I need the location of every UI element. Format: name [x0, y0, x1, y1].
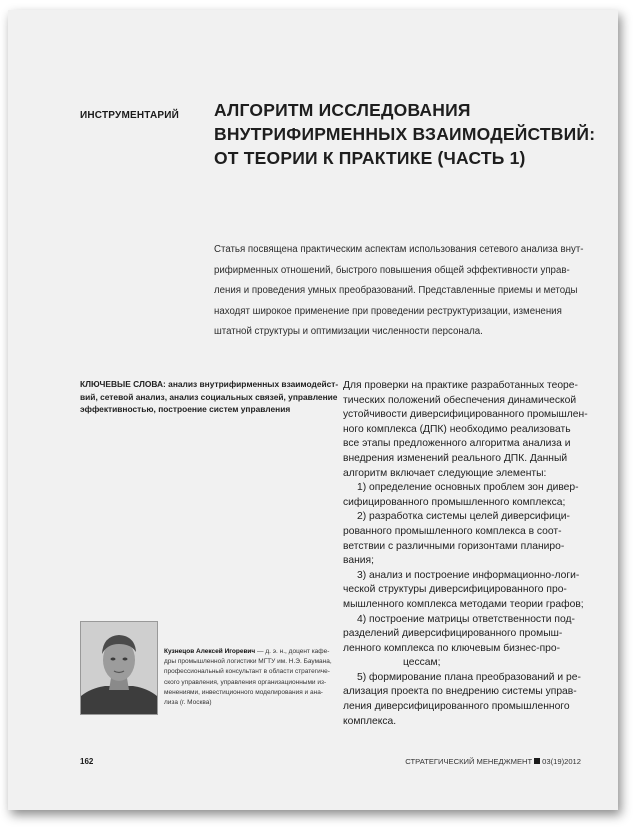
author-portrait-icon — [81, 622, 157, 714]
author-line: лиза (г. Москва) — [164, 699, 212, 707]
body-line: 4) построение матрицы ответственности под- — [357, 613, 575, 625]
section-label: ИНСТРУМЕНТАРИЙ — [80, 110, 180, 121]
body-line: ленного комплекса по ключевым бизнес-про- — [343, 642, 561, 654]
keywords-line: вий, сетевой анализ, анализ социальных связей, управление — [80, 391, 338, 402]
author-line: дры промышленной логистики МГТУ им. Н.Э. Баумана, — [164, 658, 332, 666]
author-name: Кузнецов Алексей Игоревич — [164, 648, 256, 655]
body-line: 2) разработка системы целей диверсифици- — [357, 511, 570, 523]
author-info — [164, 647, 334, 708]
square-bullet-icon — [534, 758, 540, 764]
journal-issue: 03(19)2012 — [542, 757, 581, 766]
keywords-block — [80, 378, 339, 416]
title-line: ОТ ТЕОРИИ К ПРАКТИКЕ (ЧАСТЬ 1) — [214, 148, 526, 168]
abstract-line: рифирменных отношений, быстрого повышения общей эффективности управ- — [214, 264, 570, 276]
body-line: алгоритм включает следующие элементы: — [343, 467, 547, 479]
journal-page — [8, 10, 618, 810]
author-bio: — д. э. н., доцент кафе- — [255, 648, 330, 655]
body-line: устойчивости диверсифицированного промышлен- — [343, 409, 588, 421]
body-line: все этапы предложенного алгоритма анализа и — [343, 438, 571, 450]
page-number: 162 — [80, 757, 94, 766]
body-line: цессам; — [403, 657, 441, 669]
body-line: ления диверсифицированного промышленного — [343, 701, 570, 713]
journal-name: СТРАТЕГИЧЕСКИЙ МЕНЕДЖМЕНТ — [405, 757, 533, 766]
body-line: сифицированного промышленного комплекса; — [343, 496, 566, 508]
author-line: профессиональный консультант в области стратегиче- — [164, 668, 330, 676]
abstract-line: находят широкое применение при проведении реструктуризации, изменения — [214, 305, 562, 317]
author-line: ского управления, управления организационными из- — [164, 678, 327, 686]
body-line: ного комплекса (ДПК) необходимо реализовать — [343, 423, 571, 435]
author-line: менениями, инвестиционного моделирования и ана- — [164, 688, 323, 696]
body-line: разделений диверсифицированного промыш- — [343, 628, 563, 640]
body-line: ализация проекта по внедрению системы управ- — [343, 686, 577, 698]
abstract-line: Статья посвящена практическим аспектам использования сетевого анализа внут- — [214, 244, 584, 255]
body-line: комплекса. — [343, 715, 397, 727]
body-line: 3) анализ и построение информационно-логи- — [357, 569, 580, 581]
body-line: тических положений обеспечения динамической — [343, 394, 577, 406]
body-line: вания; — [343, 555, 374, 567]
body-line: внедрения изменений реального ДПК. Данный — [343, 452, 568, 464]
body-line: мышленного комплекса методами теории графов; — [343, 598, 584, 610]
abstract-line: штатной структуры и оптимизации численности персонала. — [214, 326, 483, 337]
author-line — [164, 647, 334, 657]
body-line: 1) определение основных проблем зон дивер- — [357, 482, 579, 494]
keywords-line: эффективностью, построение систем управления — [80, 404, 291, 414]
body-line: Для проверки на практике разработанных теоре- — [343, 380, 578, 391]
body-line: ветствии с различными горизонтами планиро- — [343, 540, 565, 552]
article-title — [214, 98, 594, 170]
body-line: рованного промышленного комплекса в соот- — [343, 525, 562, 537]
author-photo — [80, 621, 158, 715]
title-line: АЛГОРИТМ ИССЛЕДОВАНИЯ — [214, 100, 471, 120]
body-line: 5) формирование плана преобразований и ре- — [357, 671, 581, 683]
body-line: ческой структуры диверсифицированного про- — [343, 584, 567, 596]
title-line: ВНУТРИФИРМЕННЫХ ВЗАИМОДЕЙСТВИЙ: — [214, 124, 596, 144]
abstract — [214, 240, 584, 343]
keywords-line: КЛЮЧЕВЫЕ СЛОВА: анализ внутрифирменных взаимодейст- — [80, 379, 339, 389]
journal-footer — [405, 757, 581, 766]
abstract-line: ления и проведения умных преобразований. Представленные приемы и методы — [214, 285, 578, 296]
body-text — [343, 379, 603, 729]
